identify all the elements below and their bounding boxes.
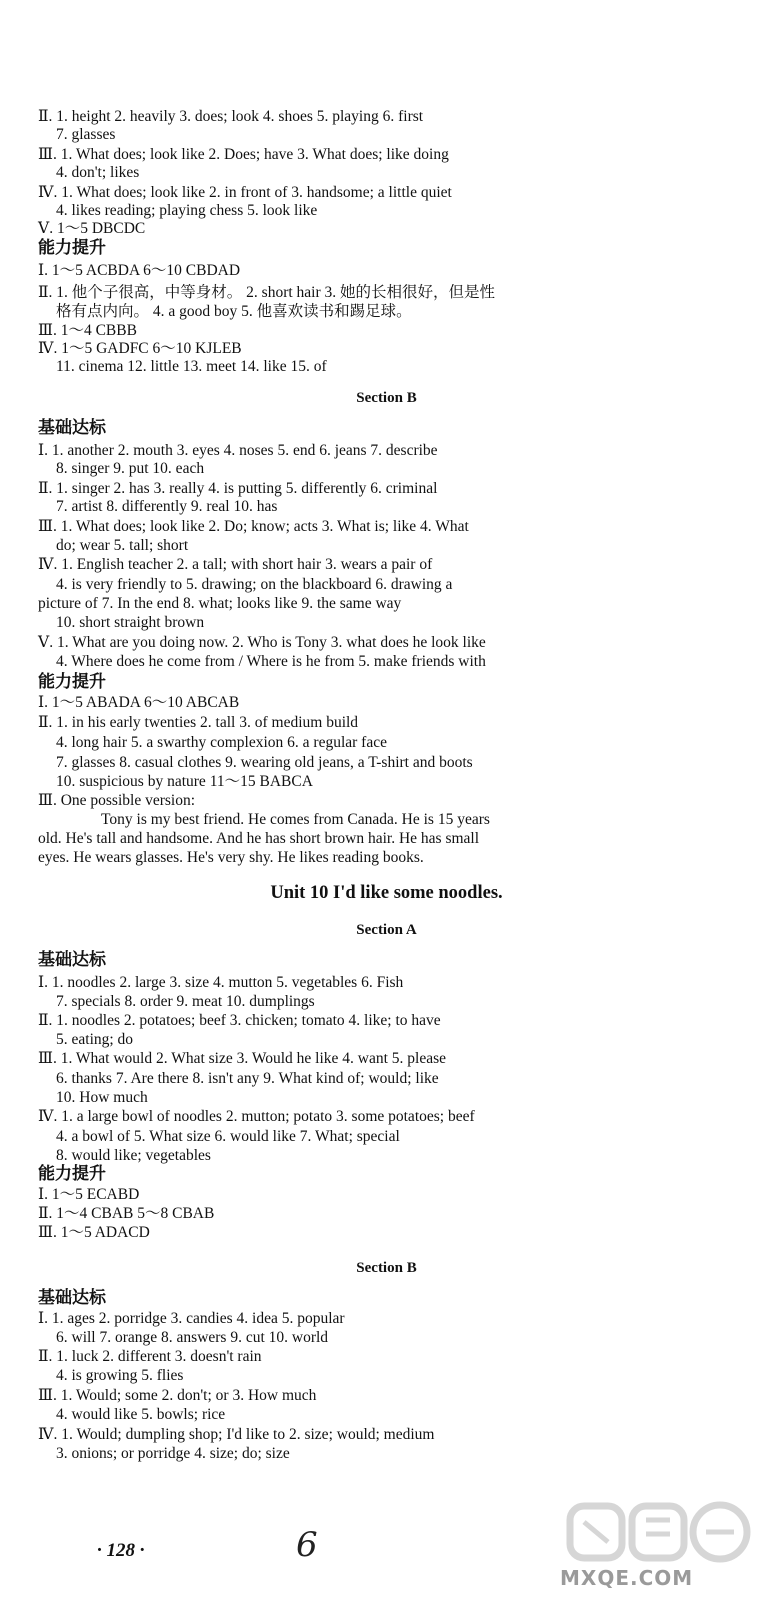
unit-title: Unit 10 I'd like some noodles. (270, 883, 503, 903)
heading-basic: 基础达标 (38, 950, 106, 970)
answer-line: Ⅲ. 1～4 CBBB (38, 322, 137, 339)
answer-line: Ⅰ. 1. another 2. mouth 3. eyes 4. noses 5. end 6. jeans 7. describe (38, 442, 438, 459)
handwritten-mark: 6 (296, 1525, 318, 1565)
answer-line: old. He's tall and handsome. And he has short brown hair. He has small (38, 830, 480, 847)
answer-line: picture of 7. In the end 8. what; looks like 9. the same way (38, 595, 402, 612)
answer-line: 6. will 7. orange 8. answers 9. cut 10. world (56, 1329, 329, 1346)
section-title: Section B (356, 390, 417, 406)
heading-basic: 基础达标 (38, 418, 106, 438)
answer-line: Ⅰ. 1～5 ABADA 6～10 ABCAB (38, 694, 240, 711)
answer-line: Ⅴ. 1～5 DBCDC (38, 220, 146, 237)
answer-line: 4. would like 5. bowls; rice (56, 1406, 226, 1423)
answer-line: 10. short straight brown (56, 614, 205, 631)
watermark-text: MXQE.COM (560, 1566, 694, 1590)
answer-line: 6. thanks 7. Are there 8. isn't any 9. What kind of; would; like (56, 1070, 439, 1087)
answer-line: Ⅳ. 1～5 GADFC 6～10 KJLEB (38, 340, 242, 357)
answer-line: Ⅰ. 1. ages 2. porridge 3. candies 4. idea 5. popular (38, 1310, 345, 1327)
heading-ability: 能力提升 (38, 1164, 106, 1184)
answer-line: 4. a bowl of 5. What size 6. would like 7. What; special (56, 1128, 400, 1145)
answer-line: Ⅳ. 1. English teacher 2. a tall; with short hair 3. wears a pair of (38, 556, 433, 573)
answer-line: Ⅲ. One possible version: (38, 792, 196, 809)
answer-line: 7. glasses 8. casual clothes 9. wearing old jeans, a T-shirt and boots (56, 754, 473, 771)
answer-line: Ⅲ. 1. Would; some 2. don't; or 3. How much (38, 1387, 317, 1404)
answer-line: Ⅱ. 1～4 CBAB 5～8 CBAB (38, 1205, 215, 1222)
answer-line: Ⅳ. 1. What does; look like 2. in front of 3. handsome; a little quiet (38, 184, 452, 201)
answer-line: Ⅳ. 1. Would; dumpling shop; I'd like to 2. size; would; medium (38, 1426, 435, 1443)
answer-line: 8. would like; vegetables (56, 1147, 211, 1164)
answer-line: 4. long hair 5. a swarthy complexion 6. a regular face (56, 734, 387, 751)
answer-line: Ⅱ. 1. height 2. heavily 3. does; look 4. shoes 5. playing 6. first (38, 108, 424, 125)
section-title: Section B (356, 1260, 417, 1276)
answer-line: 5. eating; do (56, 1031, 134, 1048)
answer-line: 4. likes reading; playing chess 5. look like (56, 202, 318, 219)
answer-line: Tony is my best friend. He comes from Canada. He is 15 years (101, 811, 490, 828)
answer-line: Ⅱ. 1. in his early twenties 2. tall 3. of medium build (38, 714, 359, 731)
answer-line: Ⅰ. 1～5 ECABD (38, 1186, 140, 1203)
answer-line: Ⅱ. 1. 他个子很高，中等身材。 2. short hair 3. 她的长相很好，但是性 (38, 284, 496, 301)
heading-basic: 基础达标 (38, 1288, 106, 1308)
answer-line: Ⅱ. 1. luck 2. different 3. doesn't rain (38, 1348, 262, 1365)
answer-line: 7. glasses (56, 126, 116, 143)
answer-line: 4. is growing 5. flies (56, 1367, 184, 1384)
answer-line: 8. singer 9. put 10. each (56, 460, 205, 477)
answer-line: 4. Where does he come from / Where is he from 5. make friends with (56, 653, 486, 670)
answer-line: Ⅳ. 1. a large bowl of noodles 2. mutton; potato 3. some potatoes; beef (38, 1108, 475, 1125)
answer-line: Ⅴ. 1. What are you doing now. 2. Who is Tony 3. what does he look like (38, 634, 486, 651)
section-title: Section A (356, 922, 417, 938)
answer-line: Ⅲ. 1～5 ADACD (38, 1224, 150, 1241)
heading-ability: 能力提升 (38, 672, 106, 692)
answer-line: 11. cinema 12. little 13. meet 14. like 15. of (56, 358, 327, 375)
answer-line: 4. is very friendly to 5. drawing; on the blackboard 6. drawing a (56, 576, 453, 593)
answer-line: do; wear 5. tall; short (56, 537, 189, 554)
answer-line: 10. How much (56, 1089, 148, 1106)
answer-line: eyes. He wears glasses. He's very shy. He likes reading books. (38, 849, 424, 866)
page-number: · 128 · (97, 1540, 145, 1561)
answer-line: Ⅰ. 1. noodles 2. large 3. size 4. mutton 5. vegetables 6. Fish (38, 974, 404, 991)
answer-line: Ⅱ. 1. singer 2. has 3. really 4. is putting 5. differently 6. criminal (38, 480, 438, 497)
answer-line: 格有点内向。 4. a good boy 5. 他喜欢读书和踢足球。 (56, 303, 412, 320)
answer-line: 3. onions; or porridge 4. size; do; size (56, 1445, 290, 1462)
answer-line: 7. artist 8. differently 9. real 10. has (56, 498, 278, 515)
answer-line: 7. specials 8. order 9. meat 10. dumplings (56, 993, 315, 1010)
heading-ability: 能力提升 (38, 238, 106, 258)
answer-line: 10. suspicious by nature 11～15 BABCA (56, 773, 313, 790)
answer-line: 4. don't; likes (56, 164, 140, 181)
answer-line: Ⅲ. 1. What would 2. What size 3. Would he like 4. want 5. please (38, 1050, 447, 1067)
answer-line: Ⅱ. 1. noodles 2. potatoes; beef 3. chicken; tomato 4. like; to have (38, 1012, 441, 1029)
answer-line: Ⅲ. 1. What does; look like 2. Do; know; acts 3. What is; like 4. What (38, 518, 469, 535)
answer-line: Ⅲ. 1. What does; look like 2. Does; have 3. What does; like doing (38, 146, 449, 163)
answer-line: Ⅰ. 1～5 ACBDA 6～10 CBDAD (38, 262, 241, 279)
